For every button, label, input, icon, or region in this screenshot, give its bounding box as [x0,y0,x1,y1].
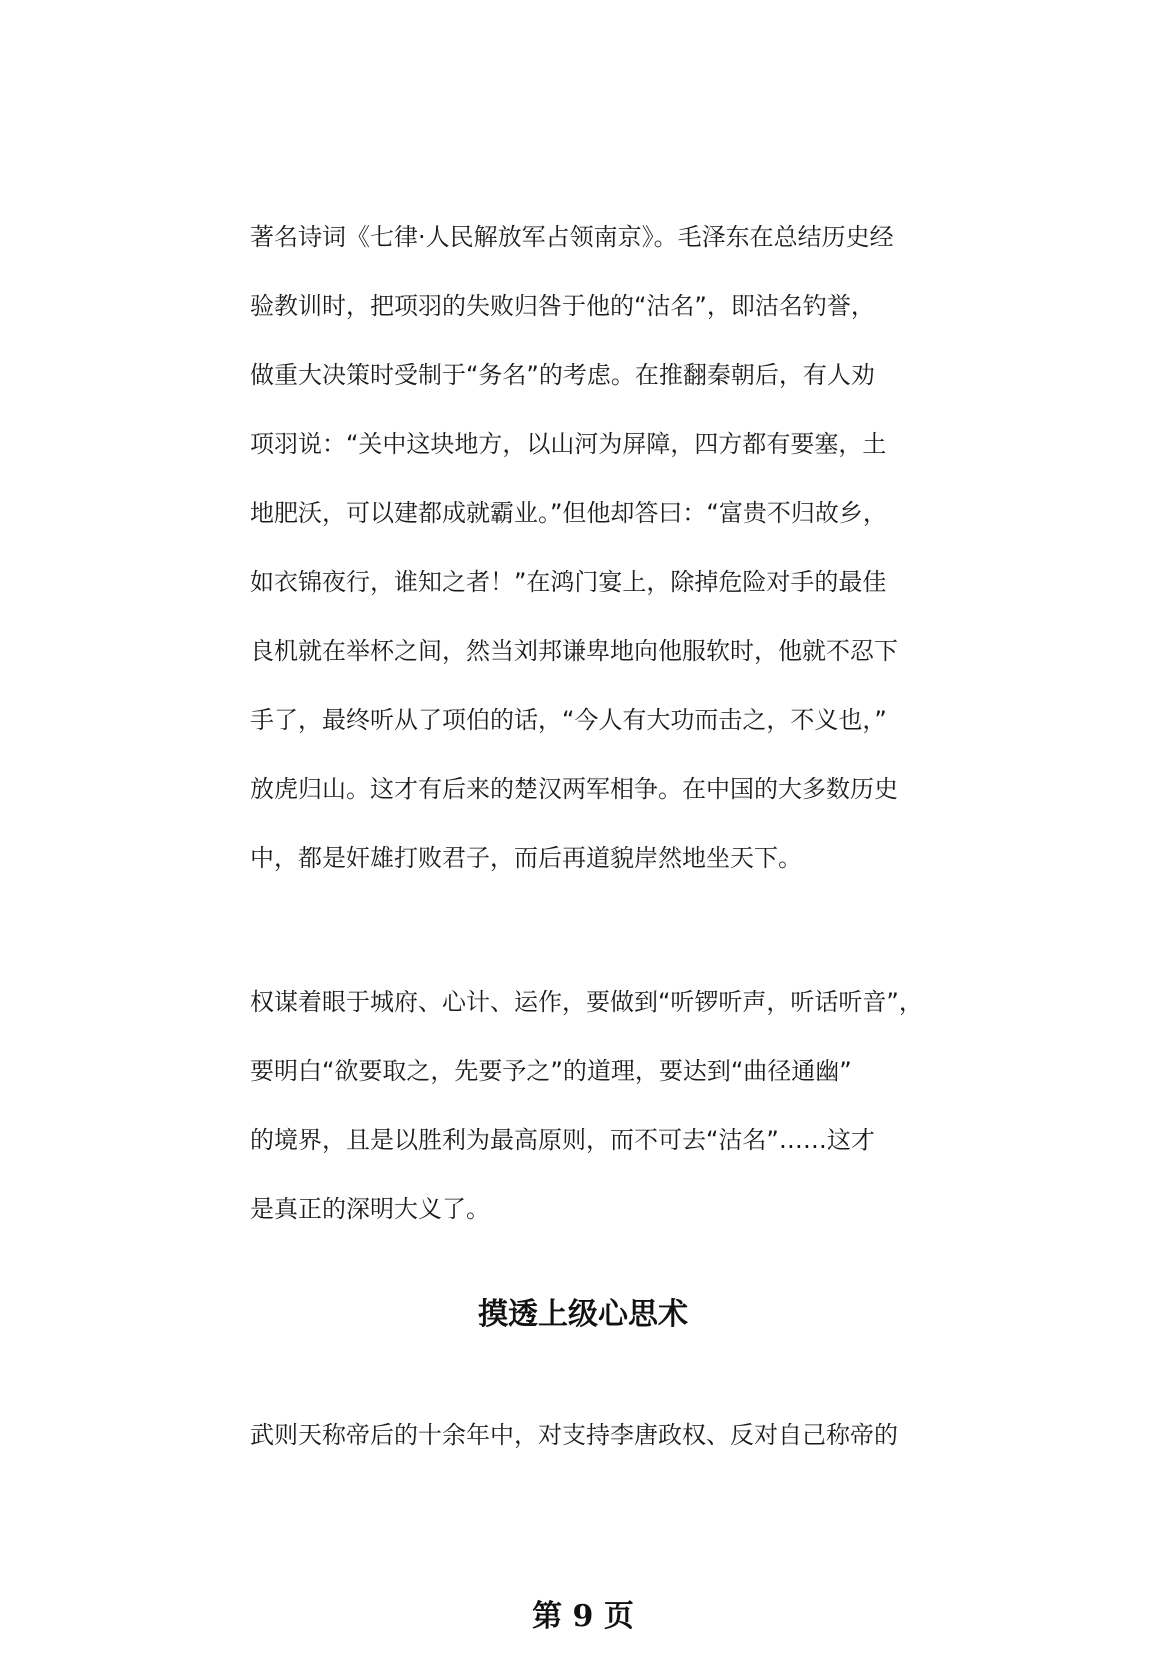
text-line: 做重大决策时受制于“务名”的考虑。在推翻秦朝后，有人劝 [250,361,875,389]
text-line: 验教训时，把项羽的失败归咎于他的“沽名”，即沽名钓誉， [250,292,875,320]
text-line: 是真正的深明大义了。 [250,1195,490,1223]
text-line: 武则天称帝后的十余年中，对支持李唐政权、反对自己称帝的 [250,1421,898,1449]
text-line: 放虎归山。这才有后来的楚汉两军相争。在中国的大多数历史 [250,775,898,803]
paragraph-1 [250,203,920,893]
text-line: 地肥沃，可以建都成就霸业。”但他却答曰：“富贵不归故乡， [250,499,887,527]
text-line: 如衣锦夜行，谁知之者！”在鸿门宴上，除掉危险对手的最佳 [250,568,887,596]
paragraph-2 [250,968,923,1244]
text-line: 良机就在举杯之间，然当刘邦谦卑地向他服软时，他就不忍下 [250,637,898,665]
paragraph-3 [250,1401,920,1470]
text-line: 权谋着眼于城府、心计、运作，要做到“听锣听声，听话听音”， [250,988,923,1016]
text-line: 的境界，且是以胜利为最高原则，而不可去“沽名”……这才 [250,1126,875,1154]
page-number: 第 9 页 [532,1599,634,1634]
section-heading: 摸透上级心思术 [478,1297,688,1332]
text-line: 要明白“欲要取之，先要予之”的道理，要达到“曲径通幽” [250,1057,852,1085]
text-line: 著名诗词《七律·人民解放军占领南京》。毛泽东在总结历史经 [250,223,894,251]
text-line: 手了，最终听从了项伯的话，“今人有大功而击之，不义也，” [250,706,887,734]
text-line: 项羽说：“关中这块地方，以山河为屏障，四方都有要塞，土 [250,430,887,458]
text-line: 中，都是奸雄打败君子，而后再道貌岸然地坐天下。 [250,844,802,872]
